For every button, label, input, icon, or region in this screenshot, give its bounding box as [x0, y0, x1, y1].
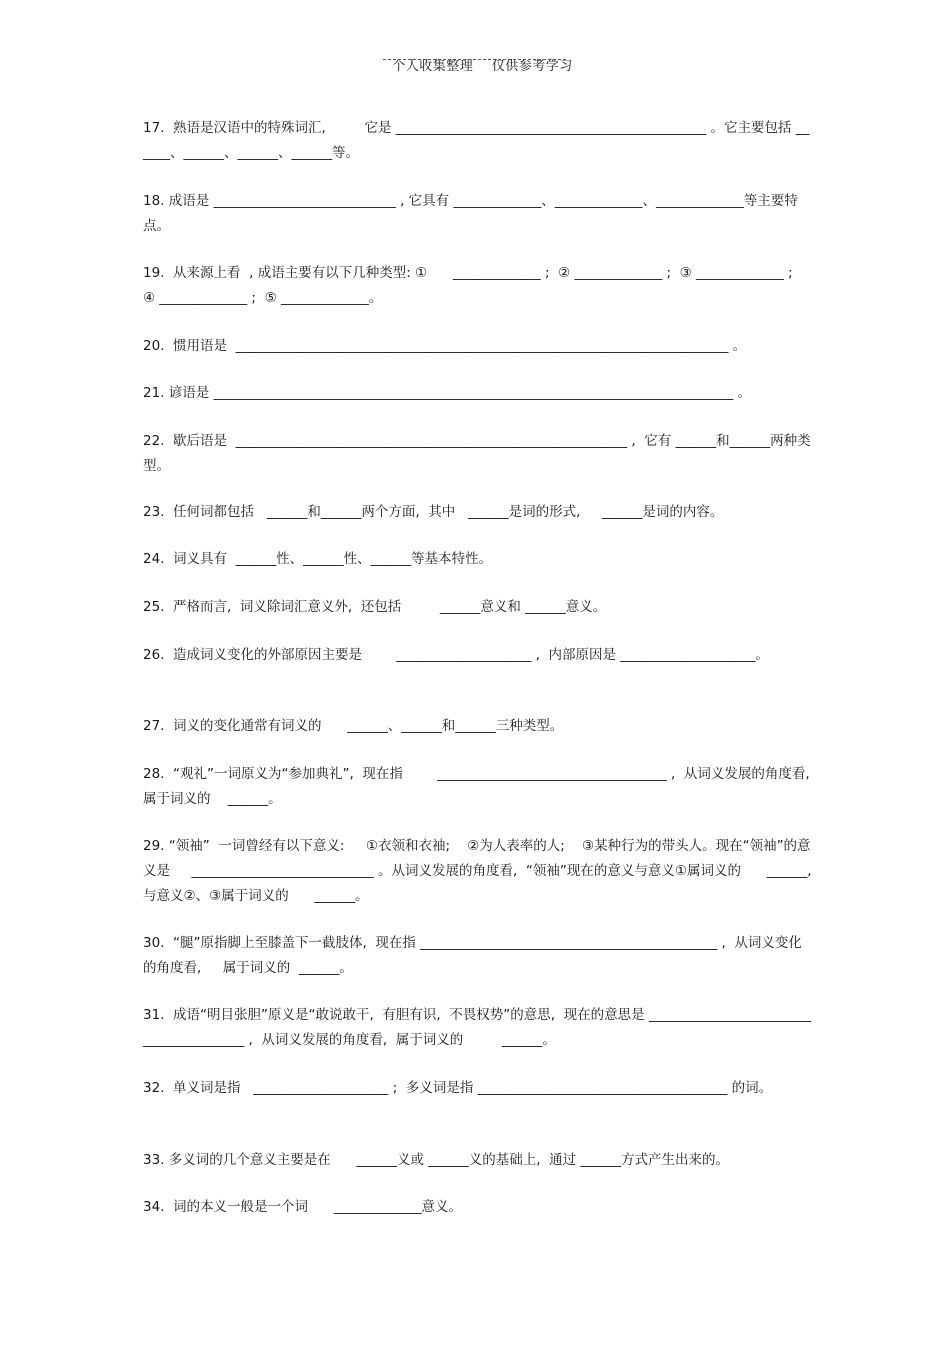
- question-20: 20. 惯用语是 _________________________________________________________________________ 。: [143, 338, 747, 354]
- question-33: 33. 多义词的几个意义主要是在 ______义或 ______义的基础上, 通过 ______方式产生出来的。: [143, 1152, 729, 1168]
- question-34: 34. 词的本义一般是一个词 _____________意义。: [143, 1199, 463, 1215]
- question-19: 19. 从来源上看 , 成语主要有以下几种类型: ① _____________ ; ② _____________ ; ③ _____________ ; ④ _____________ ; ⑤ _____________。: [143, 265, 802, 306]
- question-17: 17. 熟语是汉语中的特殊词汇, 它是 ______________________________________________ 。它主要包括 ______、______、______、______等。: [143, 120, 810, 161]
- page-header: [383, 40, 573, 74]
- header-text: 个人收集整理 仅供参考学习: [392, 59, 573, 74]
- question-29: 29. “领袖” 一词曾经有以下意义: ①衣领和衣袖; ②为人表率的人; ③某种行为的带头人。现在“领袖”的意义是 ___________________________ 。从词义发展的角度看, “领袖”现在的意义与意义①属词义的 ______, 与意义②、③属于词义的 ______。: [143, 838, 821, 904]
- question-24: 24. 词义具有 ______性、______性、______等基本特性。: [143, 551, 493, 567]
- question-31: 31. 成语“明目张胆”原义是“敢说敢干, 有胆有识, 不畏权势”的意思, 现在的意思是 _______________________________________ , 从词义发展的角度看, 属于词义的 ______。: [143, 1007, 811, 1048]
- question-26: 26. 造成词义变化的外部原因主要是 ____________________ , 内部原因是 ____________________。: [143, 647, 769, 663]
- question-32: 32. 单义词是指 ____________________ ; 多义词是指 _____________________________________ 的词。: [143, 1080, 773, 1096]
- question-25: 25. 严格而言, 词义除词汇意义外, 还包括 ______意义和 ______意义。: [143, 599, 607, 615]
- question-28: 28. “观礼”一词原义为“参加典礼”, 现在指 __________________________________ , 从词义发展的角度看, 属于词义的 ______。: [143, 766, 819, 807]
- question-27: 27. 词义的变化通常有词义的 ______、______和______三种类型。: [143, 718, 564, 734]
- header-dashed-rule: [383, 59, 566, 60]
- question-18: 18. 成语是 ___________________________ , 它具有 _____________、_____________、_____________等主要特点。: [143, 193, 798, 234]
- question-21: 21. 谚语是 _____________________________________________________________________________ 。: [143, 385, 752, 401]
- question-22: 22. 歇后语是 __________________________________________________________ , 它有 ______和______两种类型。: [143, 433, 811, 474]
- question-30: 30. “腿”原指脚上至膝盖下一截肢体, 现在指 ____________________________________________ , 从词义变化的角度看, 属于词义的 ______。: [143, 935, 802, 976]
- question-23: 23. 任何词都包括 ______和______两个方面, 其中 ______是词的形式, ______是词的内容。: [143, 504, 724, 520]
